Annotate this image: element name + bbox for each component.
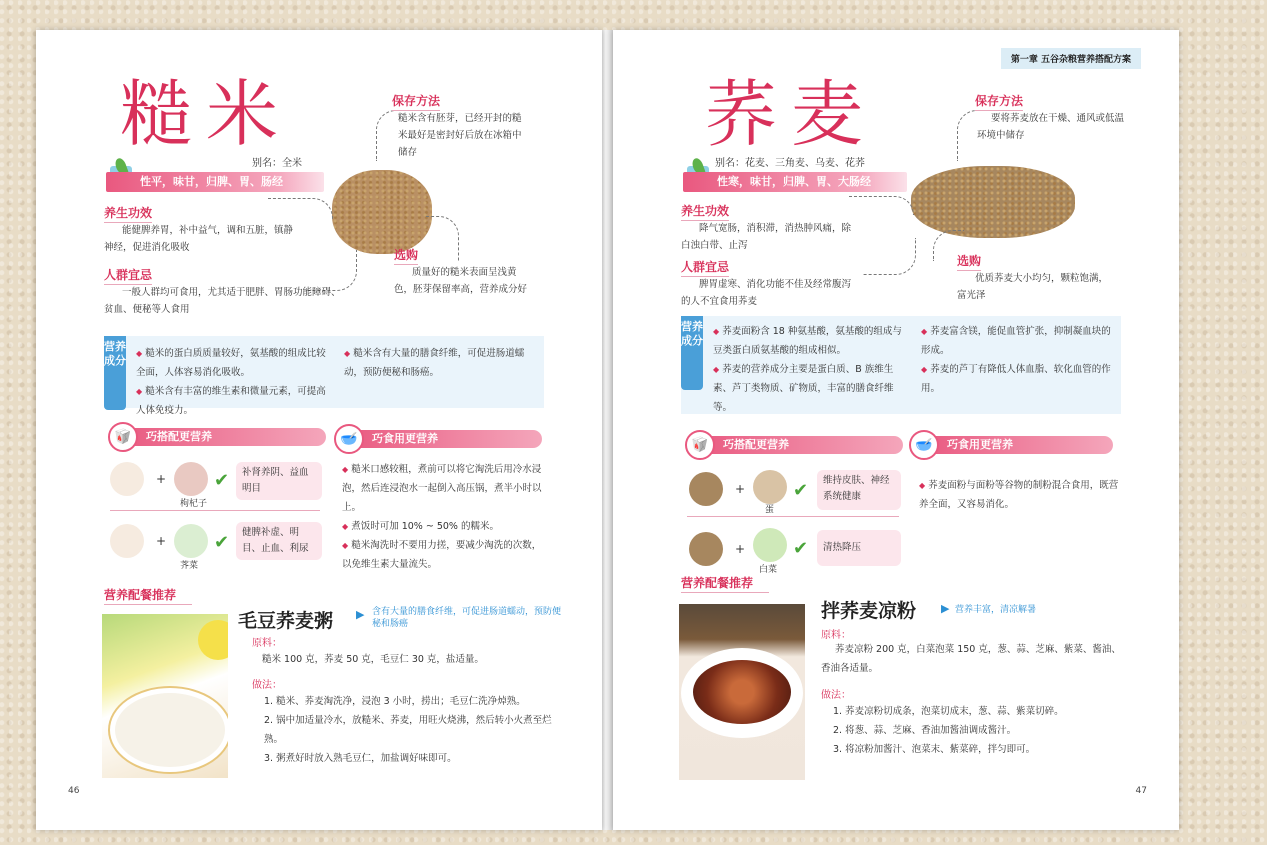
nutrition-col-2	[921, 322, 1117, 398]
cabbage-icon	[753, 528, 787, 562]
storage-heading: 保存方法	[975, 92, 1023, 111]
eat-icon: 🥣	[334, 424, 364, 454]
recipe-name: 毛豆荞麦粥	[238, 610, 334, 632]
plus-icon: +	[735, 482, 746, 496]
alias-text: 别名：全米	[252, 158, 302, 169]
eat-title: 巧食用更营养	[917, 436, 1113, 454]
recipe-section-heading: 营养配餐推荐	[681, 574, 769, 593]
nutrition-item: ◆ 荞麦富含镁，能促血管扩张，抑制凝血块的形成。	[921, 326, 1111, 356]
eat-tip: ◆ 荞麦面粉与面粉等谷物的制粉混合食用，既营养全面，又容易消化。	[919, 480, 1119, 510]
combo-title: 巧搭配更营养	[116, 428, 326, 446]
ingredients-text: 糙米 100 克，荞麦 50 克，毛豆仁 30 克，盐适量。	[262, 654, 484, 665]
recipe-desc: 含有大量的膳食纤维，可促进肠道蠕动，预防便秘和肠癌	[372, 607, 562, 629]
page-number: 46	[68, 786, 80, 796]
nutrition-item: ◆ 糙米含有大量的膳食纤维，可促进肠道蠕动，预防便秘和肠癌。	[344, 348, 525, 378]
recipe-photo	[679, 604, 805, 780]
nutrition-col-1	[136, 344, 332, 420]
method-step: 2. 将葱、蒜、芝麻、香油加酱油调成酱汁。	[833, 725, 1017, 736]
selection-text: 质量好的糙米表面呈浅黄色，胚芽保留率高，营养成分好	[394, 267, 528, 295]
recipe-photo	[102, 614, 228, 778]
plus-icon: +	[156, 534, 167, 548]
porridge-bowl	[110, 688, 228, 772]
method-steps	[252, 692, 552, 768]
combo-benefit-2: 清热降压	[817, 530, 901, 566]
nutrition-tag: 营养成分	[104, 336, 126, 410]
ingredients-label: 原料：	[821, 630, 851, 641]
storage-heading: 保存方法	[392, 92, 440, 111]
method-label: 做法：	[252, 680, 282, 691]
suitable-text: 脾胃虚寒、消化功能不佳及经常腹泻的人不宜食用荞麦	[681, 279, 852, 307]
suitable-heading: 人群宜忌	[681, 258, 729, 277]
nutrition-item: ◆ 糙米含有丰富的维生素和微量元素，可提高人体免疫力。	[136, 386, 326, 416]
food-title: 荞麦	[705, 72, 878, 156]
combo-ingredient-2: 白菜	[759, 565, 778, 575]
efficacy-heading: 养生功效	[681, 202, 729, 221]
method-step: 1. 荞麦凉粉切成条，泡菜切成末，葱、蒜、紫菜切碎。	[833, 706, 1064, 717]
egg-icon	[753, 470, 787, 504]
shepherds-purse-icon	[174, 524, 208, 558]
brown-rice-icon	[110, 462, 144, 496]
buckwheat-icon	[689, 472, 723, 506]
alias-text: 别名：花麦、三角麦、乌麦、花荞	[715, 158, 865, 169]
divider	[687, 516, 899, 517]
recipe-desc: 营养丰富，清凉解暑	[955, 605, 1037, 615]
properties-bar: 性平，味甘，归脾、胃、肠经	[106, 172, 324, 192]
efficacy-text: 降气宽肠，消积滞，消热肿风痛，除白浊白带、止泻	[681, 223, 852, 251]
buckwheat-icon	[689, 532, 723, 566]
nutrition-box	[104, 336, 544, 416]
nutrition-box	[681, 316, 1121, 414]
method-label: 做法：	[821, 690, 851, 701]
combo-benefit-2: 健脾补虚、明目、止血、利尿	[236, 522, 322, 560]
combo-benefit-1: 补肾养阴、益血明目	[236, 462, 322, 500]
brown-rice-icon	[110, 524, 144, 558]
right-page	[613, 30, 1179, 830]
method-step: 1. 糙米、荞麦淘洗净，浸泡 3 小时，捞出；毛豆仁洗净焯熟。	[264, 696, 526, 707]
method-step: 3. 粥煮好时放入熟毛豆仁，加盐调好味即可。	[264, 753, 457, 764]
ingredients-text: 荞麦凉粉 200 克，白菜泡菜 150 克，葱、蒜、芝麻、紫菜、酱油、香油各适量。	[821, 644, 1121, 674]
suitable-heading: 人群宜忌	[104, 266, 152, 285]
grain-image	[332, 170, 432, 254]
combo-title: 巧搭配更营养	[693, 436, 903, 454]
eat-tips	[342, 460, 548, 574]
nutrition-col-2	[344, 344, 540, 382]
combo-icon: 🥡	[685, 430, 715, 460]
selection-heading: 选购	[957, 252, 981, 271]
selection-heading: 选购	[394, 246, 418, 265]
combo-icon: 🥡	[108, 422, 138, 452]
properties-bar: 性寒，味甘，归脾、胃、大肠经	[683, 172, 907, 192]
noodle-dish	[693, 660, 791, 724]
storage-text: 要将荞麦放在干燥、通风或低温环境中储存	[977, 113, 1125, 141]
book-gutter	[600, 30, 614, 830]
eat-tip: ◆ 糙米淘洗时不要用力搓，要减少淘洗的次数，以免维生素大量流失。	[342, 540, 542, 570]
ingredients-label: 原料：	[252, 638, 282, 649]
triangle-icon: ▶	[941, 602, 950, 615]
arrow-efficacy	[849, 196, 914, 215]
suitable-text: 一般人群均可食用，尤其适于肥胖、胃肠功能障碍、贫血、便秘等人食用	[104, 287, 341, 315]
nutrition-col-1	[713, 322, 909, 417]
divider	[110, 510, 320, 511]
check-icon: ✔	[793, 538, 809, 559]
eat-title: 巧食用更营养	[342, 430, 542, 448]
recipe-section-heading: 营养配餐推荐	[104, 586, 192, 605]
method-steps	[821, 702, 1121, 759]
selection-text: 优质荞麦大小均匀，颗粒饱满，富光泽	[957, 273, 1109, 301]
goji-icon	[174, 462, 208, 496]
combo-ingredient-2: 荠菜	[180, 561, 199, 571]
check-icon: ✔	[793, 480, 809, 501]
triangle-icon: ▶	[356, 608, 365, 621]
eat-tip: ◆ 糙米口感较粗，煮前可以将它淘洗后用冷水浸泡，然后连浸泡水一起倒入高压锅，煮半小时以上。	[342, 464, 542, 513]
chapter-header: 第一章 五谷杂粮营养搭配方案	[1001, 48, 1141, 69]
eat-tips	[919, 476, 1125, 514]
efficacy-text: 能健脾养胃，补中益气，调和五脏，镇静神经，促进消化吸收	[104, 225, 294, 253]
plate-decor	[198, 620, 228, 660]
eat-icon: 🥣	[909, 430, 939, 460]
method-step: 2. 锅中加适量冷水，放糙米、荞麦，用旺火烧沸，然后转小火煮至烂熟。	[264, 715, 552, 745]
arrow-efficacy	[268, 198, 333, 219]
efficacy-heading: 养生功效	[104, 204, 152, 223]
nutrition-tag: 营养成分	[681, 316, 703, 390]
combo-ingredient-1: 蛋	[765, 505, 775, 515]
check-icon: ✔	[214, 532, 230, 553]
nutrition-item: ◆ 荞麦的营养成分主要是蛋白质、B 族维生素、芦丁类物质、矿物质，丰富的膳食纤维等。	[713, 364, 894, 413]
plus-icon: +	[735, 542, 746, 556]
page-number: 47	[1135, 786, 1147, 796]
food-title: 糙米	[120, 72, 293, 156]
method-step: 3. 将凉粉加酱汁、泡菜末、紫菜碎，拌匀即可。	[833, 744, 1036, 755]
nutrition-item: ◆ 荞麦的芦丁有降低人体血脂、软化血管的作用。	[921, 364, 1111, 394]
storage-text: 糙米含有胚芽，已经开封的糙米最好是密封好后放在冰箱中储存	[398, 113, 522, 158]
recipe-name: 拌荞麦凉粉	[821, 600, 917, 622]
nutrition-item: ◆ 糙米的蛋白质质量较好，氨基酸的组成比较全面，人体容易消化吸收。	[136, 348, 326, 378]
grain-image	[911, 166, 1075, 238]
plus-icon: +	[156, 472, 167, 486]
nutrition-item: ◆ 荞麦面粉含 18 种氨基酸，氨基酸的组成与豆类蛋白质氨基酸的组成相似。	[713, 326, 902, 356]
combo-ingredient-1: 枸杞子	[180, 499, 208, 509]
arrow-selection	[426, 216, 459, 261]
combo-benefit-1: 维持皮肤、神经系统健康	[817, 470, 901, 510]
arrow-storage	[957, 110, 978, 161]
left-page	[36, 30, 602, 830]
arrow-suitable	[863, 238, 916, 275]
check-icon: ✔	[214, 470, 230, 491]
eat-tip: ◆ 煮饭时可加 10% ~ 50% 的糯米。	[342, 521, 499, 532]
